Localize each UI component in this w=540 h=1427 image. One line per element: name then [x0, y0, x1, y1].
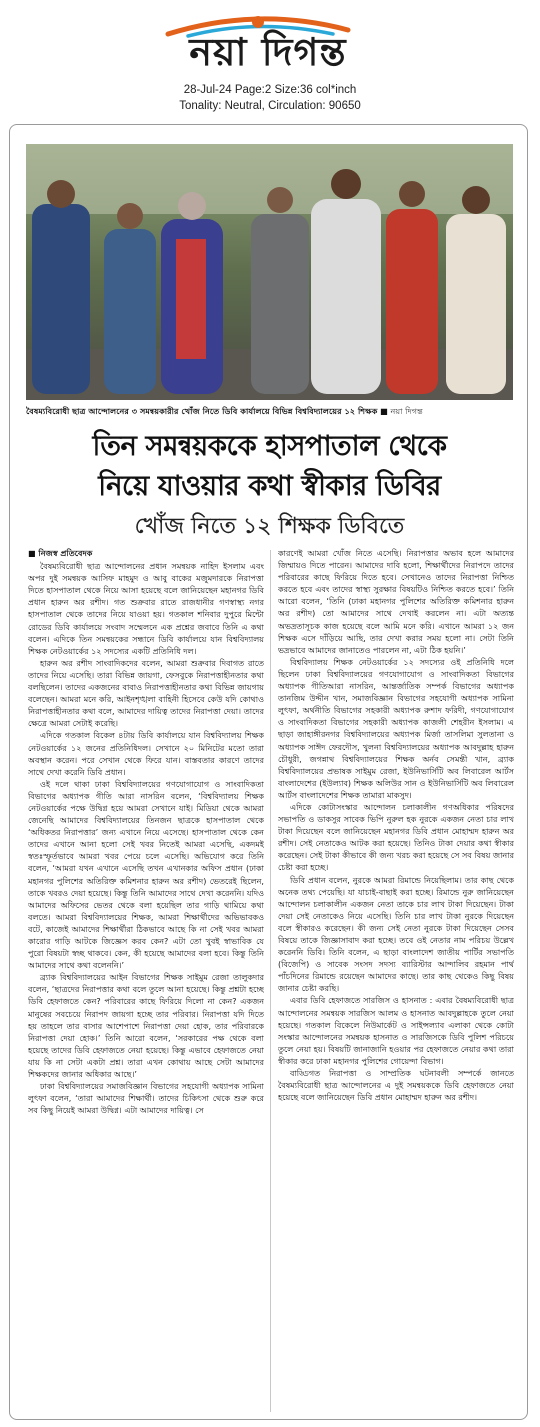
news-photo	[26, 144, 513, 400]
logo-wordmark: নয়া দিগন্ত	[189, 29, 347, 74]
left-paragraph: ঢাকা বিশ্ববিদ্যালয়ের সমাজবিজ্ঞান বিভাগের সহযোগী অধ্যাপক সামিনা লুৎফা বলেন, ‘তারা আমাদের শিক্ষার্থী। তাদের চিকিৎসা থেকে শুরু করে সব কিছু নিয়েই আমরা উদ্বিগ্ন। এটা আমাদের দায়িত্ব। সে	[28, 1082, 264, 1116]
photo-caption: বৈষম্যবিরোধী ছাত্র আন্দোলনের ৩ সমন্বয়কারীর খোঁজ নিতে ডিবি কার্যালয়ে বিভিন্ন বিশ্ববিদ্যালয়ের ১২ শিক্ষক ■ নয়া দিগন্ত	[26, 406, 423, 416]
masthead	[0, 0, 540, 120]
article-column-right	[278, 548, 514, 1416]
right-paragraph: এদিকে কোটাসংস্কার আন্দোলন চলাকালীন গণঅধিকার পরিষদের সভাপতি ও ডাকসুর সাবেক ভিপি নুরুল হক নুরকে একজন নেতা চার লাখ টাকা দিয়েছেন বলে জানিয়েছেন মহানগর ডিবি প্রধান মোহাম্মদ হারুন অর রশীদ। সেই নেতাকেও আটক করা হয়েছে। তিনিও টাকা দেয়ার কথা স্বীকার করেছেন। সেই টাকা কীভাবে কী জন্য খরচ করা হয়েছে সে সব বিষয় জানার চেষ্টা করা হচ্ছে।	[278, 802, 514, 873]
newspaper-logo	[128, 8, 408, 74]
article-column-left	[28, 548, 264, 1416]
subheadline: খোঁজ নিতে ১২ শিক্ষক ডিবিতে	[134, 514, 405, 539]
column-divider	[270, 550, 271, 1412]
byline: ■ নিজস্ব প্রতিবেদক	[28, 549, 93, 558]
right-paragraph: বিশ্ববিদ্যালয় শিক্ষক নেটওয়ার্কের ১২ সদস্যের ওই প্রতিনিধি দলে ছিলেন ঢাকা বিশ্ববিদ্যালয়ের গণযোগাযোগ ও সাংবাদিকতা বিভাগের অধ্যাপক গীতিআরা নাসরিন, আন্তর্জাতিক সম্পর্ক বিভাগের অধ্যাপক তানজিম উদ্দীন খান, সমাজবিজ্ঞান বিভাগের সহযোগী অধ্যাপক সামিনা লুৎফা, অর্থনীতি বিভাগের সহকারী অধ্যাপক রুশাদ ফরিদী, গণযোগাযোগ ও সাংবাদিকতা বিভাগের সহকারী অধ্যাপক কাজলী শেহরীন ইসলাম। এ ছাড়া জাহাঙ্গীরনগর বিশ্ববিদ্যালয়ের অধ্যাপক মির্জা তাসলিমা সুলতানা ও অধ্যাপক সাঈদ ফেরদৌস, খুলনা বিশ্ববিদ্যালয়ের অধ্যাপক আবদুল্লাহ হারুন চৌধুরী, জগন্নাথ বিশ্ববিদ্যালয়ের শিক্ষক অর্নব সেমন্তী খান, ব্র্যাক বিশ্ববিদ্যালয়ের প্রভাষক সাইমুম রেজা, ইউনিভার্সিটি অব লিবারেল আর্টস বাংলাদেশের (ইউল্যাব) শিক্ষক অলিউর সান ও ইউনিভার্সিটি অব লিবারেল আর্টস বাংলাদেশের শিক্ষক তামারা মাকসুদ।	[278, 657, 514, 800]
clipping-meta-line2: Tonality: Neutral, Circulation: 90650	[179, 100, 361, 112]
caption-text: বৈষম্যবিরোধী ছাত্র আন্দোলনের ৩ সমন্বয়কারীর খোঁজ নিতে ডিবি কার্যালয়ে বিভিন্ন বিশ্ববিদ্যালয়ের ১২ শিক্ষক	[26, 406, 378, 416]
right-paragraph: বাড্ডিগত নিরাপত্তা ও সাম্প্রতিক ঘটনাবলী সম্পর্কে জানতে বৈষম্যবিরোধী ছাত্র আন্দোলনের এ দুই সমন্বয়ককে ডিবি হেফাজতে নেয়া হয়েছে বলে জানিয়েছেন ডিবি প্রধান মোহাম্মদ হারুন অর রশীদ।	[278, 1069, 514, 1103]
right-paragraph: ডিবি প্রধান বলেন, নুরকে আমরা রিমান্ডে নিয়েছিলাম। তার কাছ থেকে অনেক তথ্য পেয়েছি। যা যাচাই-বাছাই করা হচ্ছে। রিমান্ডে নুরু জানিয়েছেন আন্দোলন চলাকালীন একজন নেতা তাকে চার লাখ টাকা দিয়েছেন। টাকা দেয়া সেই নেতাকেও নিয়ে এসেছি। তিনি চার লাখ টাকা নুরকে দিয়েছেন বলে স্বীকারও করেছেন। কী জন্য সেই নেতা নুরকে টাকা দিয়েছেন সেসব বিষয়ে তাকে জিজ্ঞাসাবাদ করা হচ্ছে। তবে ওই নেতার নাম পরিচয় উল্লেখ করেননি ডিবি। তিনি বলেন, এ ছাড়া বাংলাদেশ জাতীয় পার্টির সভাপতি (বিজেপি) ও সাবেক সংসদ সদস্য ব্যারিস্টার আন্দালিব রহমান পার্থ পাঁচদিনের রিমান্ডে রয়েছেন আমাদের কাছে। তার কাছ থেকেও কিছু বিষয় জানার চেষ্টা করছি।	[278, 875, 514, 994]
headline	[26, 426, 513, 506]
left-paragraph: ওই দলে থাকা ঢাকা বিশ্ববিদ্যালয়ের গণযোগাযোগ ও সাংবাদিকতা বিভাগের অধ্যাপক গীতি আরা নাসরিন বলেন, ‘বিশ্ববিদ্যালয় শিক্ষক নেটওয়ার্কের পক্ষে উদ্বিগ্ন হয়ে আমরা সেখানে যাই। মিডিয়া থেকে আমরা জেনেছি আমাদের বিশ্ববিদ্যালয়ের তিনজন ছাত্রকে হাসপাতাল থেকে ‘অধিকতর নিরাপত্তার’ জন্য এখানে নিয়ে এসেছে। হাসপাতাল থেকে কেন তাদের এখানে আনা হলো সেই খবর নিতেই আমরা এসেছি, একদমই স্বতঃস্ফূর্তভাবে আমরা খবর পেয়ে চলে এসেছি। অভিযোগ করে তিনি বলেন, ‘আমরা যখন এখানে এসেছি তখন এখানকার অফিস প্রধান (ঢাকা মহানগর পুলিশের অতিরিক্ত কমিশনার হারুন অর রশীদ) ভেতরেই ছিলেন, তাকে খবরও দেয়া হয়েছে। কিন্তু তিনি আমাদের সাথে দেখা করেননি। যদিও আমাদের অফিসের ভেতর থেকে বলা হয়েছিল তার গাড়ি থামিয়ে কথা বলতে। আমরা বিশ্ববিদ্যালয়ের শিক্ষক, আমরা শিক্ষার্থীদের অভিভাবকও বটে, কাজেই আমাদের শিক্ষার্থীরা ঠিকভাবে আছে কি না সেই খবর আমরা কারোর গাড়ি আটকে জিজ্ঞেস করব কেন? এটা তো খুবই স্বাভাবিক যে পুরো বিষয়টা স্বচ্ছ থাকবে। কেন, কী হয়েছে আমাদের বলা হবে। কিন্তু তিনি আমাদের সাথে কথা বলেননি।’	[28, 779, 264, 971]
left-paragraph: বৈষম্যবিরোধী ছাত্র আন্দোলনের প্রধান সমন্বয়ক নাহিদ ইসলাম এবং অপর দুই সমন্বয়ক আসিফ মাহমুদ ও আবু বাকের মজুমদারকে নিরাপত্তা দিতে হাসপাতাল থেকে নিয়ে আসা হয়েছে বলে জানিয়েছেন মহানগর ডিবি প্রধান হারুন অর রশীদ। গত শুক্রবার রাতে রাজধানীর গণস্বাস্থ্য নগর হাসপাতাল থেকে তাদের নিয়ে যাওয়া হয়। গতকাল শনিবার দুপুরে মিন্টো রোডের ডিবি কার্যালয়ে সংবাদ সম্মেলনে এক প্রশ্নের জবাবে তিনি এ কথা বলেন। এদিকে তিন সমন্বয়কের সন্ধানে ডিবি কার্যালয়ে যান বিশ্ববিদ্যালয় শিক্ষক নেটওয়ার্কের ১২ সদস্যের একটি প্রতিনিধি দল।	[28, 562, 264, 656]
teachers-group-photo	[26, 144, 513, 400]
left-paragraph: এদিকে গতকাল বিকেল ৪টায় ডিবি কার্যালয়ে যান বিশ্ববিদ্যালয় শিক্ষক নেটওয়ার্কের ১২ জনের প্রতিনিধিদল। সেখানে ২০ মিনিটের মতো তারা অবস্থান করেন। পরে সেখান থেকে ফিরে যান। বাস্তবতার কারণে তাদের সাথে দেখা করেনি ডিবি প্রধান।	[28, 731, 264, 777]
left-paragraph: ব্র্যাক বিশ্ববিদ্যালয়ের আইন বিভাগের শিক্ষক সাইমুম রেজা তালুকদার বলেন, ‘ছাত্রদের নিরাপত্তার কথা বলে তুলে আনা হয়েছে। কিন্তু প্রশ্নটা হচ্ছে ডিবি হেফাজতে কেন? পরিবারের কাছে ফিরিয়ে দিলো না কেন? একজন মানুষের সবচেয়ে নিরাপদ জায়গা হচ্ছে তার পরিবার। নিরাপত্তা যদি দিতে হয় তাহলে তার বাসার আশেপাশে নিরাপত্তা দেয়া হোক, তার পরিবারকে নিরাপত্তা দেয়া হোক।’ তিনি আরো বলেন, ‘সরকারের পক্ষ থেকে বলা হয়েছে তাদের ডিবি হেফাজতে নেয়া হয়েছে। কিন্তু এভাবে হেফাজতে নেয়া যায় কি না সেটা একটা প্রশ্ন। তারা এখন কোথায় আছে সেটা আমাদের শিক্ষকদের জানার অধিকার আছে।’	[28, 973, 264, 1080]
headline-line2: নিয়ে যাওয়ার কথা স্বীকার ডিবির	[98, 470, 441, 502]
left-paragraph: হারুন অর রশীদ সাংবাদিকদের বলেন, আমরা শুক্রবার দিবাগত রাতে তাদের নিয়ে এসেছি। তারা বিভিন্ন জায়গা, ফেসবুকে নিরাপত্তাহীনতার কথা বলছিলেন। তাদের একজনের বাবাও নিরাপত্তাহীনতার কথা বিভিন্ন জায়গায় বলেছেন। আমরা মনে করি, আইনশৃঙ্খলা বাহিনী হিসেবে কেউ যদি কোথাও নিরাপত্তাহীনতার কথা বলে, আমাদের দায়িত্ব তাদের নিরাপত্তা দেয়া। তাদের ক্ষেত্রে আমরা সেটাই করেছি।	[28, 658, 264, 729]
right-paragraph: এবার ডিবি হেফাজতে সারজিস ও হাসনাত : এবার বৈষম্যবিরোধী ছাত্র আন্দোলনের সমন্বয়ক সারজিস আলম ও হাসনাত আবদুল্লাহকে তুলে নেয়া হয়েছে। গতকাল বিকেলে নিউমার্কেট ও সাইন্সল্যাব এলাকা থেকে কোটা সংস্কার আন্দোলনের সমন্বয়ক হাসনাত ও সারজিসকে ডিবি পুলিশ পরিচয়ে তুলে নেয়া হয়। বিষয়টি জানাজানি হওয়ার পর হেফাজতে নেয়ার কথা তারা স্বীকার করে ঢাকা মহানগর পুলিশের গোয়েন্দা বিভাগ।	[278, 996, 514, 1066]
clipping-meta-line1: 28-Jul-24 Page:2 Size:36 col*inch	[183, 84, 357, 96]
right-paragraph: কারণেই আমরা খোঁজ নিতে এসেছি। নিরাপত্তার অভাব হলে আমাদের জিম্মায়ও দিতে পারেন। আমাদের দাবি হলো, শিক্ষার্থীদের নিরাপদে তাদের পরিবারের কাছে ফিরিয়ে দিতে হবে। সেখানেও তাদের নিরাপত্তা নিশ্চিত করতে হবে এবং তাদের স্বাস্থ্য সুরক্ষার বিষয়টিও নিশ্চিত করতে হবে।’ তিনি আরো বলেন, ‘তিনি (ঢাকা মহানগর পুলিশের অতিরিক্ত কমিশনার হারুন অর রশীদ) তো আমাদের সাথে দেখাই করলেন না। এটা অত্যন্ত অভদ্রতাসূচক কাজ হয়েছে বলে আমি মনে করি। এখানে আমরা ১২ জন শিক্ষক এসে দাঁড়িয়ে আছি, তার দেখা করার সময় হলো না। সেটা তিনি ভদ্রভাবে আমাদের জানাতেও পারলেন না, এটা ঠিক হয়নি।’	[278, 549, 514, 655]
headline-line1: তিন সমন্বয়ককে হাসপাতাল থেকে	[92, 430, 447, 462]
caption-source: নয়া দিগন্ত	[390, 406, 423, 416]
